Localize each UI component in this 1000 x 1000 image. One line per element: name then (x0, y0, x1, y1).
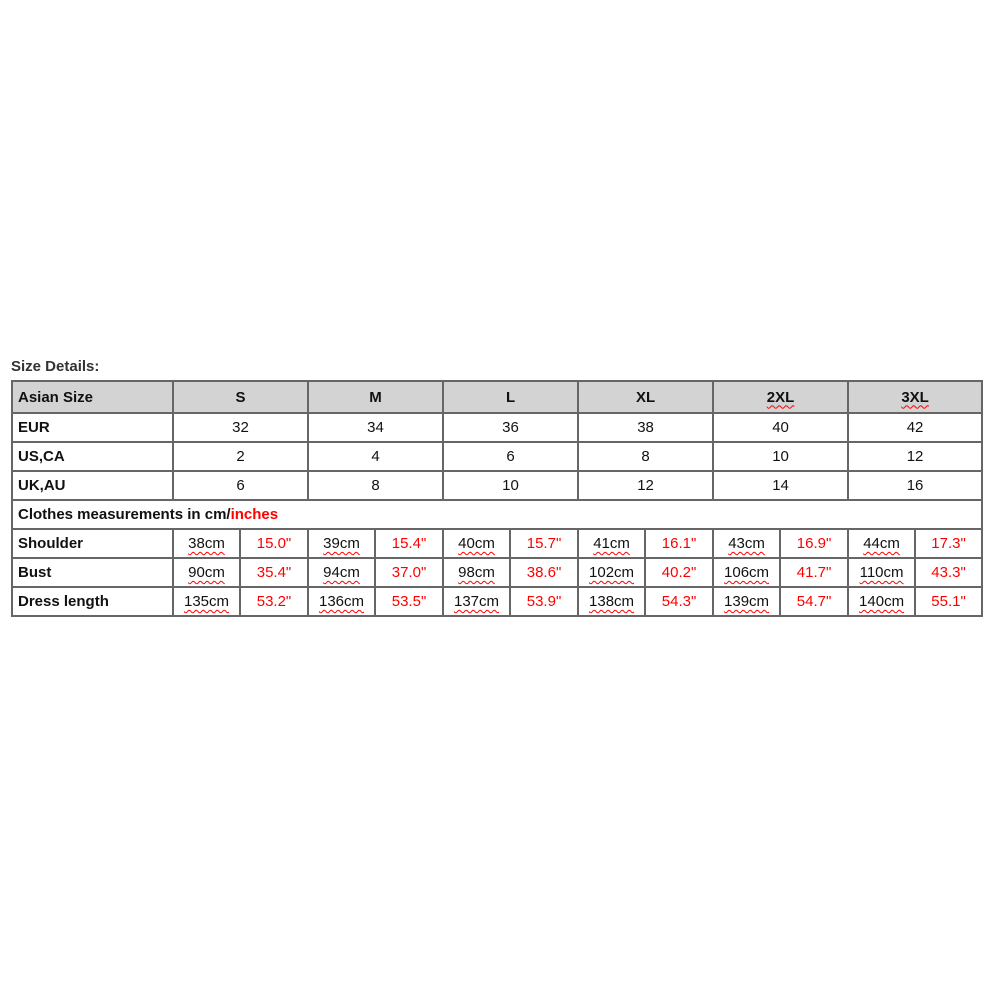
cm-value-cell (308, 529, 375, 558)
measurements-section-cell (12, 500, 982, 529)
cm-value: 94cm (323, 564, 360, 581)
inch-value-cell: 38.6" (510, 558, 578, 587)
row-label-cell: UK,AU (12, 471, 173, 500)
cm-value-cell (578, 587, 645, 616)
cm-value: 102cm (589, 564, 635, 581)
cm-value: 38cm (188, 535, 225, 552)
cm-value-cell (713, 587, 780, 616)
size-value-cell: 10 (713, 442, 848, 471)
size-value-cell: 12 (578, 471, 713, 500)
cm-value-cell (173, 529, 240, 558)
size-value-cell: 38 (578, 413, 713, 442)
section-highlight: inches (230, 506, 279, 523)
row-label-cell: EUR (12, 413, 173, 442)
cm-value: 137cm (454, 593, 500, 610)
size-value-cell: 16 (848, 471, 982, 500)
header-label-cell: Asian Size (12, 381, 173, 413)
inch-value-cell: 55.1" (915, 587, 982, 616)
size-header-label: L (505, 388, 516, 406)
cm-value: 139cm (724, 593, 770, 610)
size-value-cell: 42 (848, 413, 982, 442)
cm-value-cell (713, 558, 780, 587)
size-header-label: S (235, 388, 246, 406)
cm-value-cell (713, 529, 780, 558)
cm-value-cell (848, 587, 915, 616)
size-header-cell (578, 381, 713, 413)
cm-value-cell (173, 558, 240, 587)
cm-value: 138cm (589, 593, 635, 610)
cm-value-cell (443, 558, 510, 587)
cm-value-cell (308, 558, 375, 587)
cm-value: 43cm (728, 535, 765, 552)
cm-value: 98cm (458, 564, 495, 581)
cm-value: 44cm (863, 535, 900, 552)
row-label-cell: Shoulder (12, 529, 173, 558)
inch-value-cell: 16.1" (645, 529, 713, 558)
measurement-row (12, 529, 982, 558)
size-header-cell (848, 381, 982, 413)
cm-value: 39cm (323, 535, 360, 552)
cm-value-cell (578, 529, 645, 558)
inch-value-cell: 41.7" (780, 558, 848, 587)
inch-value-cell: 37.0" (375, 558, 443, 587)
inch-value-cell: 15.0" (240, 529, 308, 558)
size-header-cell (713, 381, 848, 413)
measurement-row (12, 587, 982, 616)
inch-value-cell: 53.2" (240, 587, 308, 616)
size-value-cell: 6 (173, 471, 308, 500)
size-conversion-row (12, 471, 982, 500)
inch-value-cell: 16.9" (780, 529, 848, 558)
cm-value-cell (848, 529, 915, 558)
inch-value-cell: 43.3" (915, 558, 982, 587)
size-value-cell: 8 (308, 471, 443, 500)
size-header-cell (443, 381, 578, 413)
measurements-section-row (12, 500, 982, 529)
inch-value-cell: 35.4" (240, 558, 308, 587)
size-header-label: 2XL (766, 388, 795, 406)
cm-value: 140cm (859, 593, 905, 610)
size-value-cell: 14 (713, 471, 848, 500)
cm-value-cell (173, 587, 240, 616)
cm-value-cell (578, 558, 645, 587)
row-label-cell: Bust (12, 558, 173, 587)
cm-value: 106cm (724, 564, 770, 581)
cm-value: 110cm (859, 564, 904, 581)
size-value-cell: 40 (713, 413, 848, 442)
size-conversion-row (12, 413, 982, 442)
inch-value-cell: 54.3" (645, 587, 713, 616)
size-value-cell: 2 (173, 442, 308, 471)
size-header-label: M (369, 388, 382, 406)
cm-value: 41cm (593, 535, 630, 552)
cm-value-cell (443, 529, 510, 558)
size-value-cell: 6 (443, 442, 578, 471)
cm-value: 136cm (319, 593, 365, 610)
size-details-title: Size Details: (11, 358, 100, 375)
inch-value-cell: 40.2" (645, 558, 713, 587)
size-header-label: XL (635, 388, 656, 406)
inch-value-cell: 15.4" (375, 529, 443, 558)
cm-value: 135cm (183, 593, 230, 610)
size-value-cell: 8 (578, 442, 713, 471)
header-row (12, 381, 982, 413)
row-label-cell: US,CA (12, 442, 173, 471)
size-value-cell: 10 (443, 471, 578, 500)
inch-value-cell: 53.5" (375, 587, 443, 616)
size-conversion-row (12, 442, 982, 471)
inch-value-cell: 15.7" (510, 529, 578, 558)
measurement-row (12, 558, 982, 587)
cm-value: 40cm (458, 535, 495, 552)
size-header-cell (308, 381, 443, 413)
size-header-label: 3XL (901, 388, 929, 406)
cm-value-cell (443, 587, 510, 616)
size-value-cell: 12 (848, 442, 982, 471)
size-value-cell: 32 (173, 413, 308, 442)
cm-value-cell (308, 587, 375, 616)
size-header-cell (173, 381, 308, 413)
cm-value-cell (848, 558, 915, 587)
inch-value-cell: 53.9" (510, 587, 578, 616)
section-text: Clothes measurements in cm/ (18, 506, 231, 523)
size-value-cell: 36 (443, 413, 578, 442)
row-label-cell: Dress length (12, 587, 173, 616)
size-chart-table (11, 380, 983, 617)
size-value-cell: 4 (308, 442, 443, 471)
inch-value-cell: 17.3" (915, 529, 982, 558)
size-value-cell: 34 (308, 413, 443, 442)
inch-value-cell: 54.7" (780, 587, 848, 616)
cm-value: 90cm (188, 564, 225, 581)
